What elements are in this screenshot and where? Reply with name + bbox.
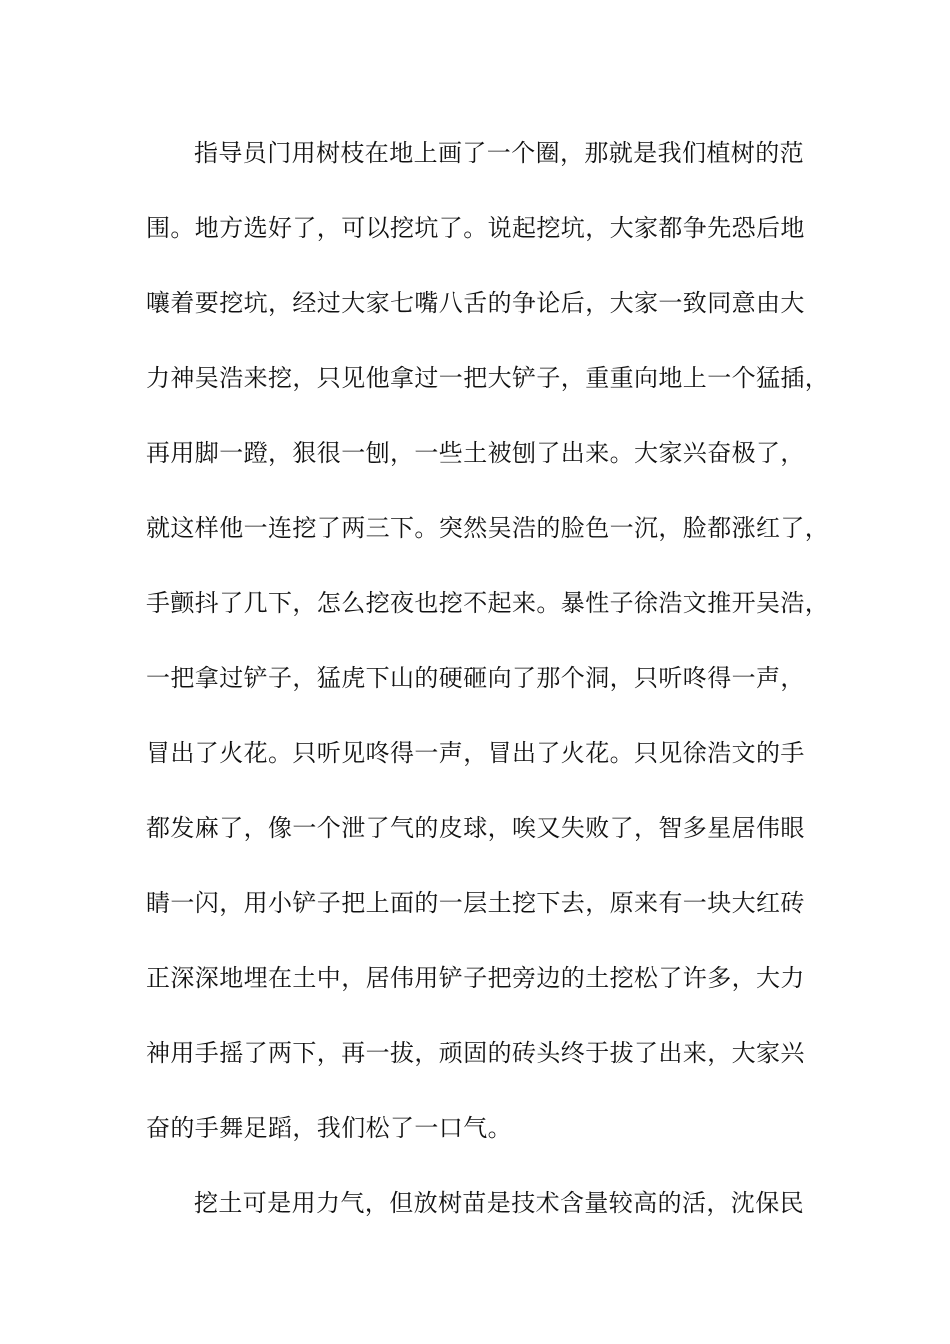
paragraph-1-line-8: 一把拿过铲子，猛虎下山的硬砸向了那个洞，只听咚得一声， [146, 664, 805, 692]
paragraph-1-line-11: 睛一闪，用小铲子把上面的一层土挖下去，原来有一块大红砖 [146, 889, 805, 917]
paragraph-1-line-5: 再用脚一蹬，狠很一刨，一些土被刨了出来。大家兴奋极了， [146, 439, 805, 467]
paragraph-1-line-2: 围。地方选好了，可以挖坑了。说起挖坑，大家都争先恐后地 [146, 214, 805, 242]
paragraph-1-line-1: 指导员门用树枝在地上画了一个圈，那就是我们植树的范 [194, 139, 804, 167]
paragraph-2-line-1: 挖土可是用力气，但放树苗是技术含量较高的活，沈保民 [194, 1189, 804, 1217]
paragraph-1-line-6: 就这样他一连挖了两三下。突然吴浩的脸色一沉，脸都涨红了， [146, 514, 830, 542]
paragraph-1-line-3: 嚷着要挖坑，经过大家七嘴八舌的争论后，大家一致同意由大 [146, 289, 805, 317]
document-body [146, 132, 836, 1257]
paragraph-1-line-9: 冒出了火花。只听见咚得一声，冒出了火花。只见徐浩文的手 [146, 739, 805, 767]
paragraph-1-line-14: 奋的手舞足蹈，我们松了一口气。 [146, 1114, 512, 1142]
paragraph-1-line-4: 力神吴浩来挖，只见他拿过一把大铲子，重重向地上一个猛插， [146, 364, 830, 392]
paragraph-1-line-7: 手颤抖了几下，怎么挖夜也挖不起来。暴性子徐浩文推开吴浩， [146, 589, 830, 617]
paragraph-1-line-13: 神用手摇了两下，再一拔，顽固的砖头终于拔了出来，大家兴 [146, 1039, 805, 1067]
paragraph-1-line-10: 都发麻了，像一个泄了气的皮球，唉又失败了，智多星居伟眼 [146, 814, 805, 842]
paragraph-1-line-12: 正深深地埋在土中，居伟用铲子把旁边的土挖松了许多，大力 [146, 964, 805, 992]
